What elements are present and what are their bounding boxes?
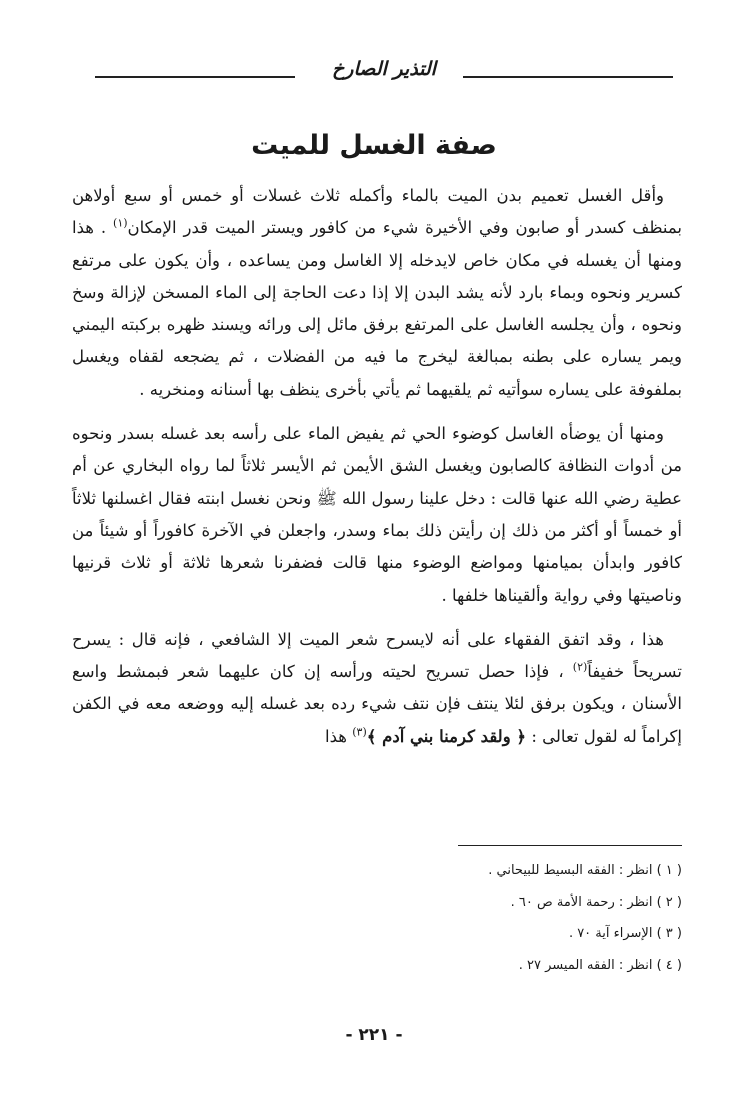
footnote-ref-3: (٣) (352, 725, 367, 739)
paragraph-1-text-a: وأقل الغسل تعميم بدن الميت بالماء وأكمله ثلاث غسلات أو خمس أو سبع أولاهن بمنظف كسدر أو صابون وفي الأخيرة شيء من كافور ويستر الميت قدر الإمكان (72, 186, 682, 238)
chapter-title: صفة الغسل للميت (251, 130, 497, 161)
running-head (95, 58, 673, 88)
footnote-ref-2: (٢) (572, 660, 588, 674)
page-number: - ٢٢١ - (345, 1025, 403, 1045)
footnote-3: ( ٣ ) الإسراء آية ٧٠ . (568, 926, 682, 941)
paragraph-1 (72, 180, 682, 406)
quran-verse: ﴿ ولقد كرمنا بني آدم ﴾ (366, 726, 527, 746)
footnote-2: ( ٢ ) انظر : رحمة الأمة ص ٦٠ . (510, 894, 682, 910)
header-rule-left (95, 76, 295, 78)
paragraph-3-text-c: هذا (325, 726, 353, 746)
body-text (72, 180, 682, 753)
paragraph-3-text-b: ، فإذا حصل تسريح لحيته ورأسه إن كان عليهما شعر فبمشط واسع الأسنان ، ويكون برفق لئلا ينتف فإن نتف شيء رده بعد غسله إليه ووضعه معه في الكفن إكراماً له لقول تعالى : (72, 662, 682, 746)
paragraph-3 (72, 624, 682, 753)
footnotes-list (72, 855, 682, 981)
paragraph-1-text-b: . هذا ومنها أن يغسله في مكان خاص لايدخله إلا الغاسل ومن يساعده ، وأن يكون على مرتفع كسرير ونحوه وبماء بارد لأنه يشد البدن إلا إذا دعت الحاجة إلى الماء المسخن لإزالة وسخ ونحوه ، وأن يجلسه الغاسل على المرتفع برفق مائل إلى ورائه ويسند ظهره بركبته اليمني ويمر يساره على بطنه بمبالغة ليخرج ما فيه من الفضلات ، ثم يضجعه لقفاه ويغسل بملفوفة على يساره سوأتيه ثم يلقيهما ثم يأتي بأخرى ينظف بها أسنانه ومنخريه . (72, 218, 682, 399)
footnote-ref-1: (١) (113, 216, 128, 230)
running-head-title: التذير الصارخ (332, 58, 436, 80)
paragraph-2-text: ومنها أن يوضأه الغاسل كوضوء الحي ثم يفيض الماء على رأسه بعد غسله بسدر ونحوه من أدوات النظافة كالصابون ويغسل الشق الأيمن ثم الأيسر ثلاثاً لما رواه البخاري عن أم عطية رضي الله عنها قالت : دخل علينا رسول الله ﷺ ونحن نغسل ابنته فقال اغسلنها ثلاثاً أو خمساً أو أكثر من ذلك إن رأيتن ذلك بماء وسدر، واجعلن في الآخرة كافوراً أو شيئاً من كافور وابدأن بميامنها ومواضع الوضوء منها قالت فضفرنا شعرها ثلاثة أو ثلاث قرنيها وناصيتها وفي رواية وألقيناها خلفها . (72, 424, 682, 605)
footnote-separator (458, 845, 682, 846)
paragraph-2 (72, 418, 682, 612)
footnote-4: ( ٤ ) انظر : الفقه الميسر ٢٧ . (518, 957, 682, 973)
paragraph-3-text-a: هذا ، وقد اتفق الفقهاء على أنه لايسرح شعر الميت إلا الشافعي ، فإنه قال : يسرح تسريحاً خفيفاً (72, 629, 682, 682)
footnote-1: ( ١ ) انظر : الفقه البسيط للبيحاني . (488, 863, 682, 878)
